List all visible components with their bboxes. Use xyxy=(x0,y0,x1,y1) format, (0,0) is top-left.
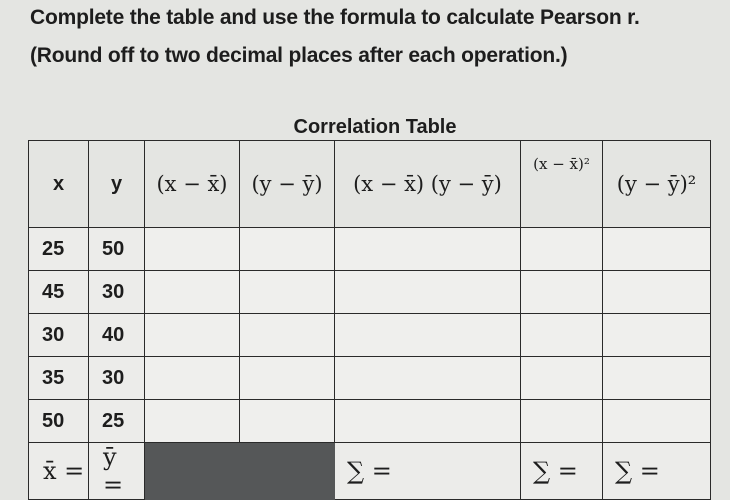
y-deviation-squared-cell[interactable] xyxy=(603,271,711,314)
deviation-product-cell[interactable] xyxy=(335,314,521,357)
sum-y-squared-cell[interactable]: ∑ = xyxy=(603,443,711,500)
table-caption-text: Correlation Table xyxy=(293,116,457,138)
y-deviation-squared-cell[interactable] xyxy=(603,357,711,400)
y-deviation-cell[interactable] xyxy=(240,400,335,443)
x-mean-cell[interactable]: x̄ = xyxy=(29,443,89,500)
table-row xyxy=(29,228,711,271)
header-y: y xyxy=(89,141,145,228)
table-row xyxy=(29,357,711,400)
x-deviation-cell[interactable] xyxy=(145,357,240,400)
y-deviation-cell[interactable] xyxy=(240,271,335,314)
x-deviation-cell[interactable] xyxy=(145,314,240,357)
y-deviation-cell[interactable] xyxy=(240,228,335,271)
x-deviation-squared-cell[interactable] xyxy=(521,228,603,271)
header-y-deviation: (y − ȳ) xyxy=(240,141,335,228)
sum-x-squared-cell[interactable]: ∑ = xyxy=(521,443,603,500)
y-value: 40 xyxy=(89,314,145,357)
y-deviation-cell[interactable] xyxy=(240,357,335,400)
x-value: 30 xyxy=(29,314,89,357)
y-value: 50 xyxy=(89,228,145,271)
deviation-product-cell[interactable] xyxy=(335,271,521,314)
x-deviation-squared-cell[interactable] xyxy=(521,400,603,443)
y-deviation-squared-cell[interactable] xyxy=(603,400,711,443)
header-x: x xyxy=(29,141,89,228)
x-value: 35 xyxy=(29,357,89,400)
table-row xyxy=(29,400,711,443)
y-deviation-squared-cell[interactable] xyxy=(603,314,711,357)
correlation-table xyxy=(28,140,711,500)
y-deviation-cell[interactable] xyxy=(240,314,335,357)
x-deviation-squared-cell[interactable] xyxy=(521,314,603,357)
instruction-line-1: Complete the table and use the formula to calculate Pearson r. xyxy=(30,6,640,29)
x-deviation-squared-cell[interactable] xyxy=(521,357,603,400)
deviation-product-cell[interactable] xyxy=(335,228,521,271)
table-row xyxy=(29,314,711,357)
table-caption xyxy=(0,116,730,139)
x-deviation-cell[interactable] xyxy=(145,228,240,271)
shaded-cell xyxy=(240,443,335,500)
header-x-deviation-squared: (x − x̄)² xyxy=(521,141,603,228)
header-row xyxy=(29,141,711,228)
x-value: 50 xyxy=(29,400,89,443)
x-value: 45 xyxy=(29,271,89,314)
x-value: 25 xyxy=(29,228,89,271)
shaded-cell xyxy=(145,443,240,500)
x-deviation-cell[interactable] xyxy=(145,400,240,443)
x-deviation-cell[interactable] xyxy=(145,271,240,314)
y-value: 25 xyxy=(89,400,145,443)
table-row xyxy=(29,271,711,314)
x-deviation-squared-cell[interactable] xyxy=(521,271,603,314)
y-mean-cell[interactable]: ȳ = xyxy=(89,443,145,500)
y-deviation-squared-cell[interactable] xyxy=(603,228,711,271)
header-x-deviation: (x − x̄) xyxy=(145,141,240,228)
header-deviation-product: (x − x̄) (y − ȳ) xyxy=(335,141,521,228)
header-y-deviation-squared: (y − ȳ)² xyxy=(603,141,711,228)
sum-product-cell[interactable]: ∑ = xyxy=(335,443,521,500)
deviation-product-cell[interactable] xyxy=(335,357,521,400)
summary-row xyxy=(29,443,711,500)
deviation-product-cell[interactable] xyxy=(335,400,521,443)
instruction-line-2: (Round off to two decimal places after each operation.) xyxy=(30,44,568,67)
y-value: 30 xyxy=(89,271,145,314)
y-value: 30 xyxy=(89,357,145,400)
